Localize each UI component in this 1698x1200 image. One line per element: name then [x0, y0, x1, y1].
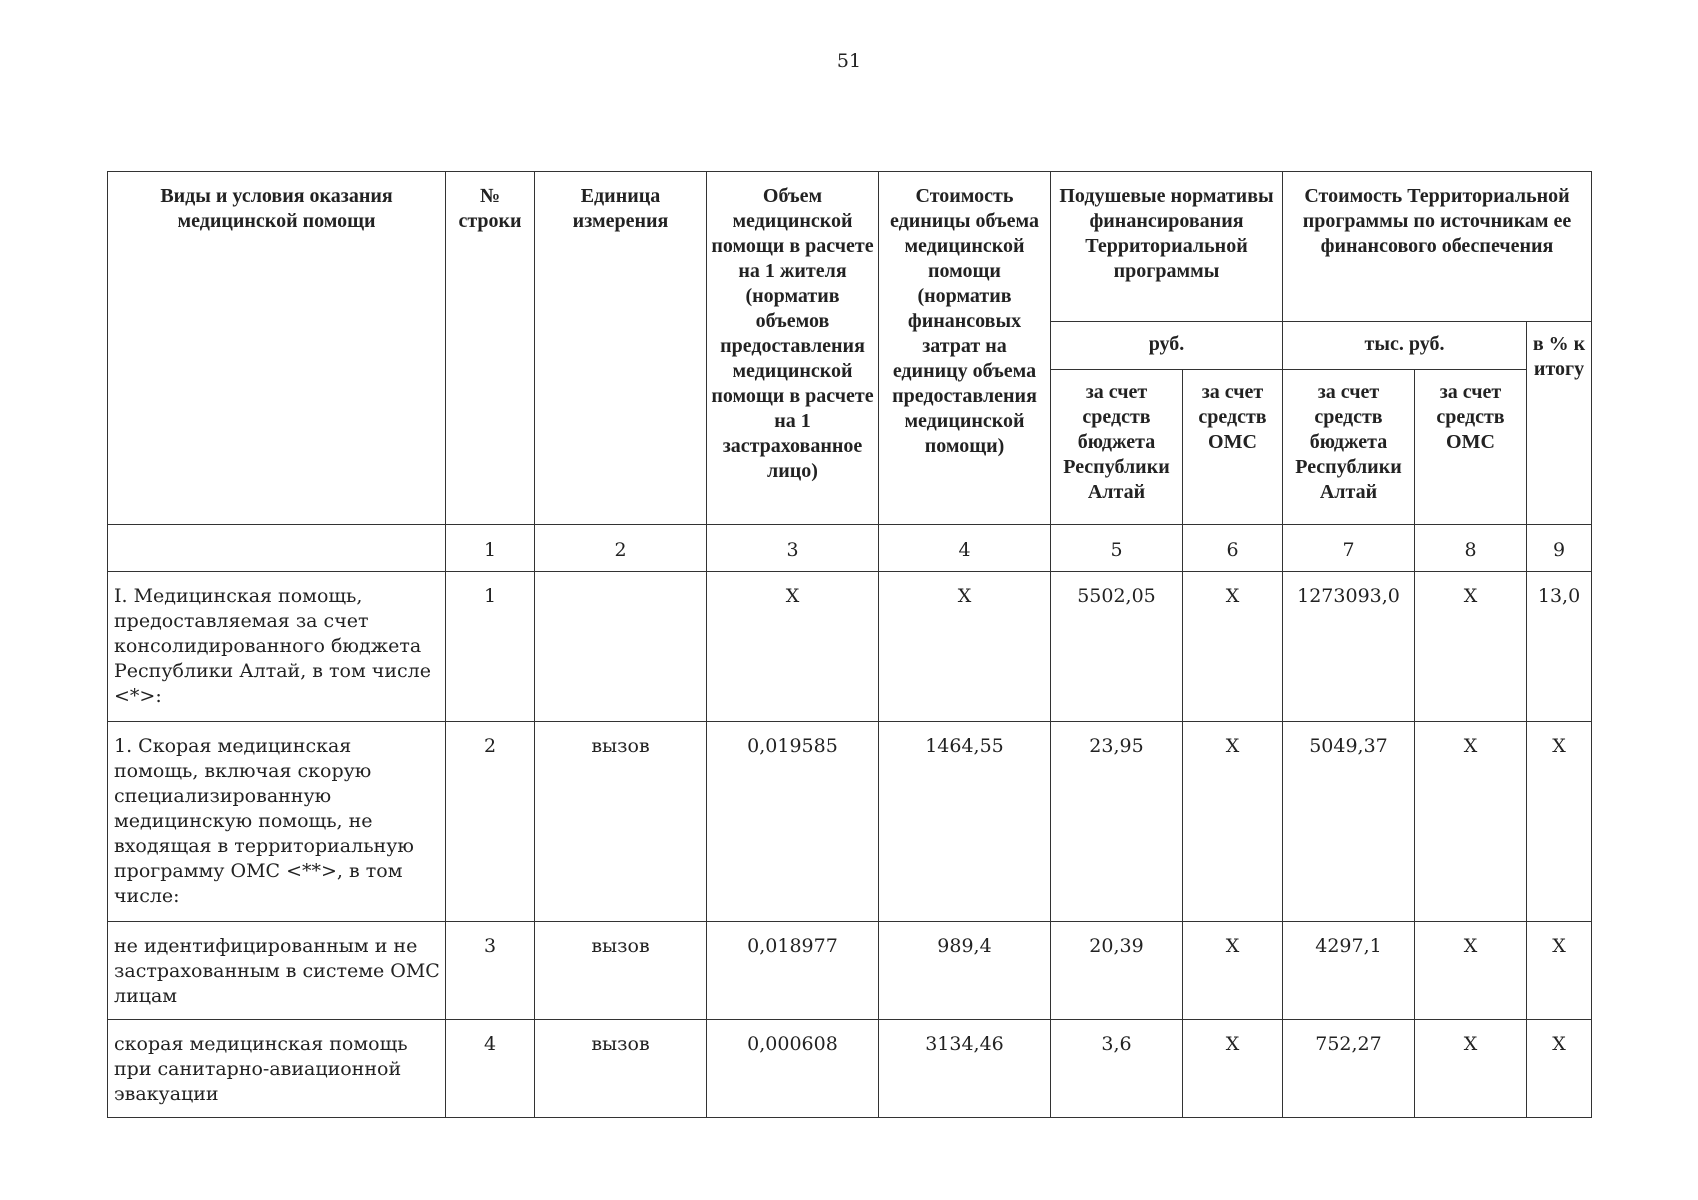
row-unit: вызов	[535, 922, 707, 1020]
row-per-capita-budget: 3,6	[1051, 1020, 1183, 1118]
row-number: 2	[446, 722, 535, 922]
row-unit	[535, 572, 707, 722]
page-number: 51	[836, 50, 862, 72]
header-types: Виды и условия оказания медицинской помощи	[108, 172, 446, 525]
column-number: 6	[1183, 525, 1283, 572]
header-per-capita: Подушевые нормативы финансирования Территориальной программы	[1051, 172, 1283, 322]
column-number: 1	[446, 525, 535, 572]
row-volume: 0,000608	[707, 1020, 879, 1118]
row-cost-budget: 5049,37	[1283, 722, 1415, 922]
row-cost-oms: X	[1415, 722, 1527, 922]
column-number-blank	[108, 525, 446, 572]
column-number-row	[108, 525, 1592, 572]
header-volume: Объем медицинской помощи в расчете на 1 жителя (норматив объемов предоставления медицинской помощи в расчете на 1 застрахованное лицо)	[707, 172, 879, 525]
header-rub: руб.	[1051, 322, 1283, 370]
row-number: 3	[446, 922, 535, 1020]
row-cost-budget: 1273093,0	[1283, 572, 1415, 722]
row-percent: X	[1527, 922, 1592, 1020]
table-row	[108, 572, 1592, 722]
row-cost: X	[879, 572, 1051, 722]
column-number: 4	[879, 525, 1051, 572]
header-thousand-rub: тыс. руб.	[1283, 322, 1527, 370]
row-per-capita-oms: X	[1183, 1020, 1283, 1118]
row-label: не идентифицированным и не застрахованным в системе ОМС лицам	[108, 922, 446, 1020]
row-per-capita-budget: 20,39	[1051, 922, 1183, 1020]
financing-table	[107, 171, 1592, 1118]
row-cost-budget: 4297,1	[1283, 922, 1415, 1020]
row-per-capita-oms: X	[1183, 922, 1283, 1020]
column-number: 9	[1527, 525, 1592, 572]
row-number: 1	[446, 572, 535, 722]
row-volume: X	[707, 572, 879, 722]
row-volume: 0,019585	[707, 722, 879, 922]
row-cost: 1464,55	[879, 722, 1051, 922]
header-oms-thousand: за счет средств ОМС	[1415, 370, 1527, 525]
table-row	[108, 922, 1592, 1020]
row-unit: вызов	[535, 1020, 707, 1118]
header-budget-thousand: за счет средств бюджета Республики Алтай	[1283, 370, 1415, 525]
row-cost-budget: 752,27	[1283, 1020, 1415, 1118]
row-label: I. Медицинская помощь, предоставляемая за счет консолидированного бюджета Республики Алтай, в том числе <*>:	[108, 572, 446, 722]
row-cost-oms: X	[1415, 922, 1527, 1020]
header-budget-rub: за счет средств бюджета Республики Алтай	[1051, 370, 1183, 525]
header-oms-rub: за счет средств ОМС	[1183, 370, 1283, 525]
header-row-1	[108, 172, 1592, 322]
row-unit: вызов	[535, 722, 707, 922]
row-cost: 3134,46	[879, 1020, 1051, 1118]
table-row	[108, 1020, 1592, 1118]
row-cost-oms: X	[1415, 1020, 1527, 1118]
row-volume: 0,018977	[707, 922, 879, 1020]
row-label: скорая медицинская помощь при санитарно-авиационной эвакуации	[108, 1020, 446, 1118]
table-row	[108, 722, 1592, 922]
column-number: 8	[1415, 525, 1527, 572]
header-program-cost: Стоимость Территориальной программы по источникам ее финансового обеспечения	[1283, 172, 1592, 322]
row-per-capita-budget: 5502,05	[1051, 572, 1183, 722]
row-per-capita-oms: X	[1183, 722, 1283, 922]
column-number: 3	[707, 525, 879, 572]
column-number: 2	[535, 525, 707, 572]
header-cost: Стоимость единицы объема медицинской помощи (норматив финансовых затрат на единицу объема предоставления медицинской помощи)	[879, 172, 1051, 525]
column-number: 7	[1283, 525, 1415, 572]
row-percent: 13,0	[1527, 572, 1592, 722]
row-cost-oms: X	[1415, 572, 1527, 722]
row-percent: X	[1527, 1020, 1592, 1118]
header-row-no: № строки	[446, 172, 535, 525]
row-cost: 989,4	[879, 922, 1051, 1020]
row-percent: X	[1527, 722, 1592, 922]
header-unit: Единица измерения	[535, 172, 707, 525]
row-per-capita-oms: X	[1183, 572, 1283, 722]
row-number: 4	[446, 1020, 535, 1118]
column-number: 5	[1051, 525, 1183, 572]
header-percent-total: в % к итогу	[1527, 322, 1592, 525]
row-label: 1. Скорая медицинская помощь, включая скорую специализированную медицинскую помощь, не входящая в территориальную программу ОМС <**>, в том числе:	[108, 722, 446, 922]
row-per-capita-budget: 23,95	[1051, 722, 1183, 922]
